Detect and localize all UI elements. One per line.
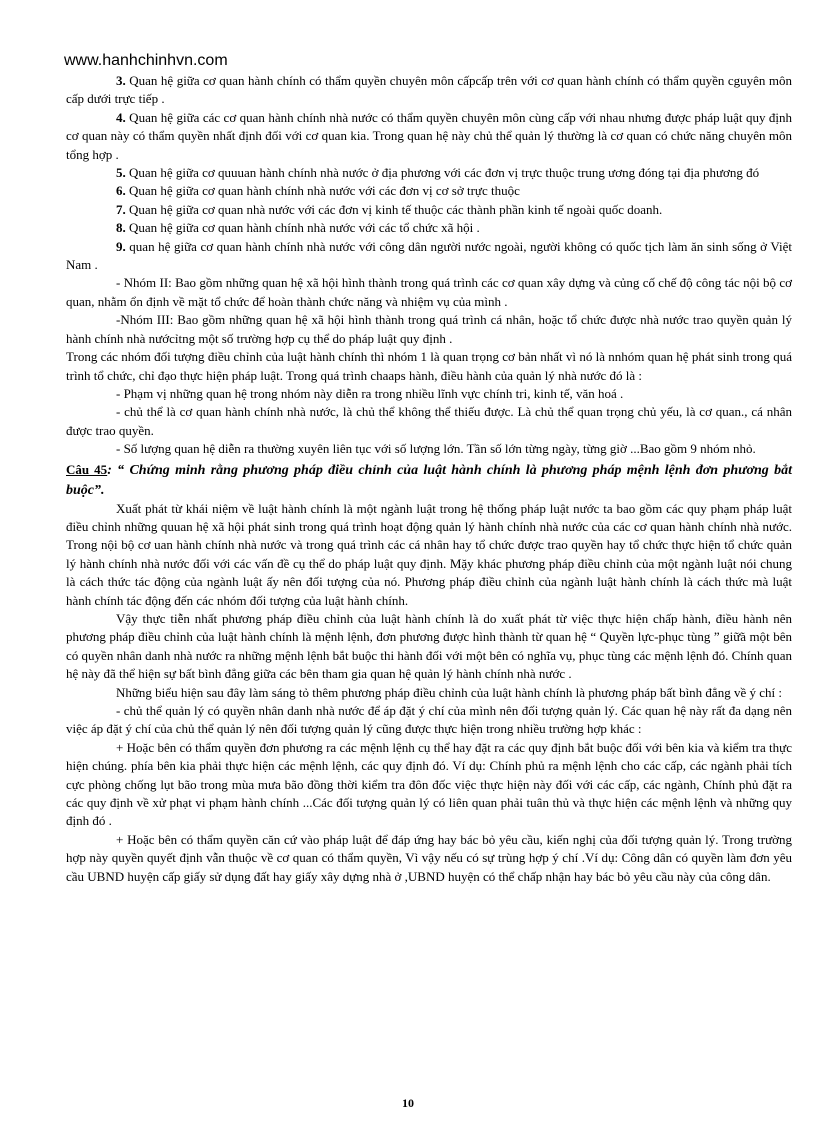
question-label: Câu 45 [66, 461, 108, 477]
group-paragraph: - Nhóm II: Bao gồm những quan hệ xã hội hình thành trong quá trình các cơ quan xây dựng và củng cố chế độ công tác nội bộ cơ quan, nhằm ổn định về mặt tổ chức để hoàn thành chức năng và nhiệm vụ của mình . [66, 275, 792, 309]
page-number: 10 [402, 1096, 414, 1110]
list-item: 6. Quan hệ giữa cơ quan hành chính nhà nước với các đơn vị cơ sở trực thuộc [116, 183, 520, 199]
question-heading: Câu 45: “ Chứng minh rằng phương pháp điều chỉnh của luật hành chính là phương pháp mệnh lệnh đơn phương bắt buộc”. [66, 461, 792, 498]
list-item: 3. Quan hệ giữa cơ quan hành chính có thẩm quyền chuyên môn cấpcấp trên với cơ quan hành chính có thẩm quyền cguyên môn cấp dưới trực tiếp . [66, 73, 792, 107]
list-item: 9. quan hệ giữa cơ quan hành chính nhà nước với công dân người nước ngoài, người không có quốc tịch làm ăn sinh sống ở Việt Nam . [66, 238, 792, 273]
plus-item: + Hoặc bên có thẩm quyền đơn phương ra các mệnh lệnh cụ thể hay đặt ra các quy định bắt buộc đối với bên kia và kiểm tra thực hiện chúng. phía bên kia phải thực hiện các mệnh lệnh, các quy định đó. Ví dụ: Chính phủ ra mệnh lệnh cho các cấp, các ngành phải tích cực phòng chống lụt bão trong mùa mưa bão đồng thời kiểm tra đôn đốc việc thực hiện này đối với các cấp, các ngành, Chính phủ đặt ra các quy định về xử phạt vi phạm hành chính ...Các đối tượng quản lý có liên quan phải tuân thủ và thực hiện các mệnh lệnh và những quy định đó . [66, 739, 792, 829]
bullet-item: - Số lượng quan hệ diễn ra thường xuyên liên tục với số lượng lớn. Tần số lớn từng ngày, từng giờ ...Bao gồm 9 nhóm nhỏ. [116, 441, 756, 457]
plus-item: + Hoặc bên có thẩm quyền căn cứ vào pháp luật để đáp ứng hay bác bỏ yêu cầu, kiến nghị của đối tượng quản lý. Trong trường hợp này quyền quyết định vẫn thuộc về cơ quan có thẩm quyền, Vì vậy nếu có sự trùng hợp ý chí .Ví dụ: Công dân có quyền làm đơn yêu cầu UBND huyện cấp giấy sử dụng đất hay giấy xây dựng nhà ở ,UBND huyện có thể chấp nhận hay bác bỏ yêu cầu này của công dân. [66, 831, 792, 884]
answer-paragraph: Vậy thực tiễn nhất phương pháp điều chỉnh của luật hành chính là do xuất phát từ việc thực hiện chấp hành, điều hành nên phương pháp điều chỉnh của luật hành chính là mệnh lệnh, đơn phương được hình thành từ quan hệ “ Quyền lực-phục tùng ” giữ̃a một bên có quyền nhân danh nhà nước ra những mệnh lệnh bắt buộc thi hành đối với một bên có nghĩa vụ, phục tùng các mệnh lệnh đó. Chính quan hệ này đã thể hiện sự bất bình đẳng giữa các bên tham gia quan hệ quản lý hành chính nhà nước . [66, 610, 792, 682]
question-title: “ Chứng minh rằng phương pháp điều chỉnh của luật hành chính là phương pháp mệnh lệnh đơn phương bắt buộc”. [66, 462, 792, 498]
list-item: 8. Quan hệ giữa cơ quan hành chính nhà nước với các tổ chức xã hội . [116, 220, 480, 236]
list-item: 4. Quan hệ giữa các cơ quan hành chính nhà nước có thẩm quyền chuyên môn cùng cấp với nhau nhưng được pháp luật quy định cơ quan này có thẩm quyền nhất định đối với cơ quan kia. Trong quan hệ này chủ thể quản lý thường là cơ quan có chức năng chuyên môn tổng hợp . [66, 109, 792, 162]
answer-bullet: - chủ thể quản lý có quyền nhân danh nhà nước để áp đặt ý chí của mình nên đối tượng quản lý. Các quan hệ này rất đa dạng nên việc áp đặt ý chí của chủ thể quản lý nên đối tượng quản lý cũng được thực hiện trong nhiều trường hợp khác : [66, 703, 792, 737]
site-url: www.hanhchinhvn.com [64, 52, 228, 69]
answer-paragraph: Xuất phát từ khái niệm về luật hành chính là một ngành luật trong hệ thống pháp luật nước ta bao gồm các quy phạm pháp luật điều chỉnh những quuan hệ xã hội phát sinh trong quá trình hoạt động quản lý hành chính nhà nước của các cơ quan hành chính nhà nước. Trong nội bộ cơ uan hành chính nhà nước và trong quá trình các cá nhân hay tổ chức được trao quyền hay tổ chức thực hiện tổ chức quản lý hành chính nhà nước đối với các vấn đề cụ thể do pháp luật quy định. Mặy khác phương pháp điều chỉnh của một ngành luật nói chung là cách thức tác động của ngành luật ấy nên đối tượng của nó. Phương pháp điều chỉnh của ngành luật hành chính là cách thức mà luật hành chính tác động đến các nhóm đối tượng của luật hành chính. [66, 500, 792, 608]
bullet-item: - Phạm vị những quan hệ trong nhóm này diễn ra trong nhiều lĩnh vực chính tri, kinh tế, văn hoá . [116, 385, 624, 401]
list-item: 5. Quan hệ giữa cơ quuuan hành chính nhà nước ở địa phương với các đơn vị trực thuộc trung ương đóng tại địa phương đó [116, 165, 760, 181]
summary-paragraph: Trong các nhóm đối tượng điều chỉnh của luật hành chính thì nhóm 1 là quan trọng cơ bản nhất vì nó là nnhóm quan hệ phát sinh trong quá trình tổ chức, chỉ đạo thực hiện pháp luật. Trong quá trình chaaps hành, điều hành của quản lý nhà nước đó là : [66, 349, 792, 383]
list-item: 7. Quan hệ giữa cơ quan nhà nước với các đơn vị kinh tế thuộc các thành phần kinh tế ngoài quốc doanh. [116, 201, 663, 217]
answer-paragraph: Những biểu hiện sau đây làm sáng tỏ thêm phương pháp điều chỉnh của luật hành chính là phương pháp bất bình đẳng về ý chí : [116, 684, 782, 700]
bullet-item: - chủ thể là cơ quan hành chính nhà nước, là chủ thể không thể thiếu được. Là chủ thể quan trọng chủ yếu, là cơ quan., cá nhân được trao quyền. [66, 404, 792, 438]
document-body [66, 72, 792, 886]
group-paragraph: -Nhóm III: Bao gồm những quan hệ xã hội hình thành trong quá trình cá nhân, hoặc tổ chức được nhà nước trao quyền quản lý hành chính nhà nướcỉtng một số trường hợp cụ thể do pháp luật quy định . [66, 312, 792, 346]
